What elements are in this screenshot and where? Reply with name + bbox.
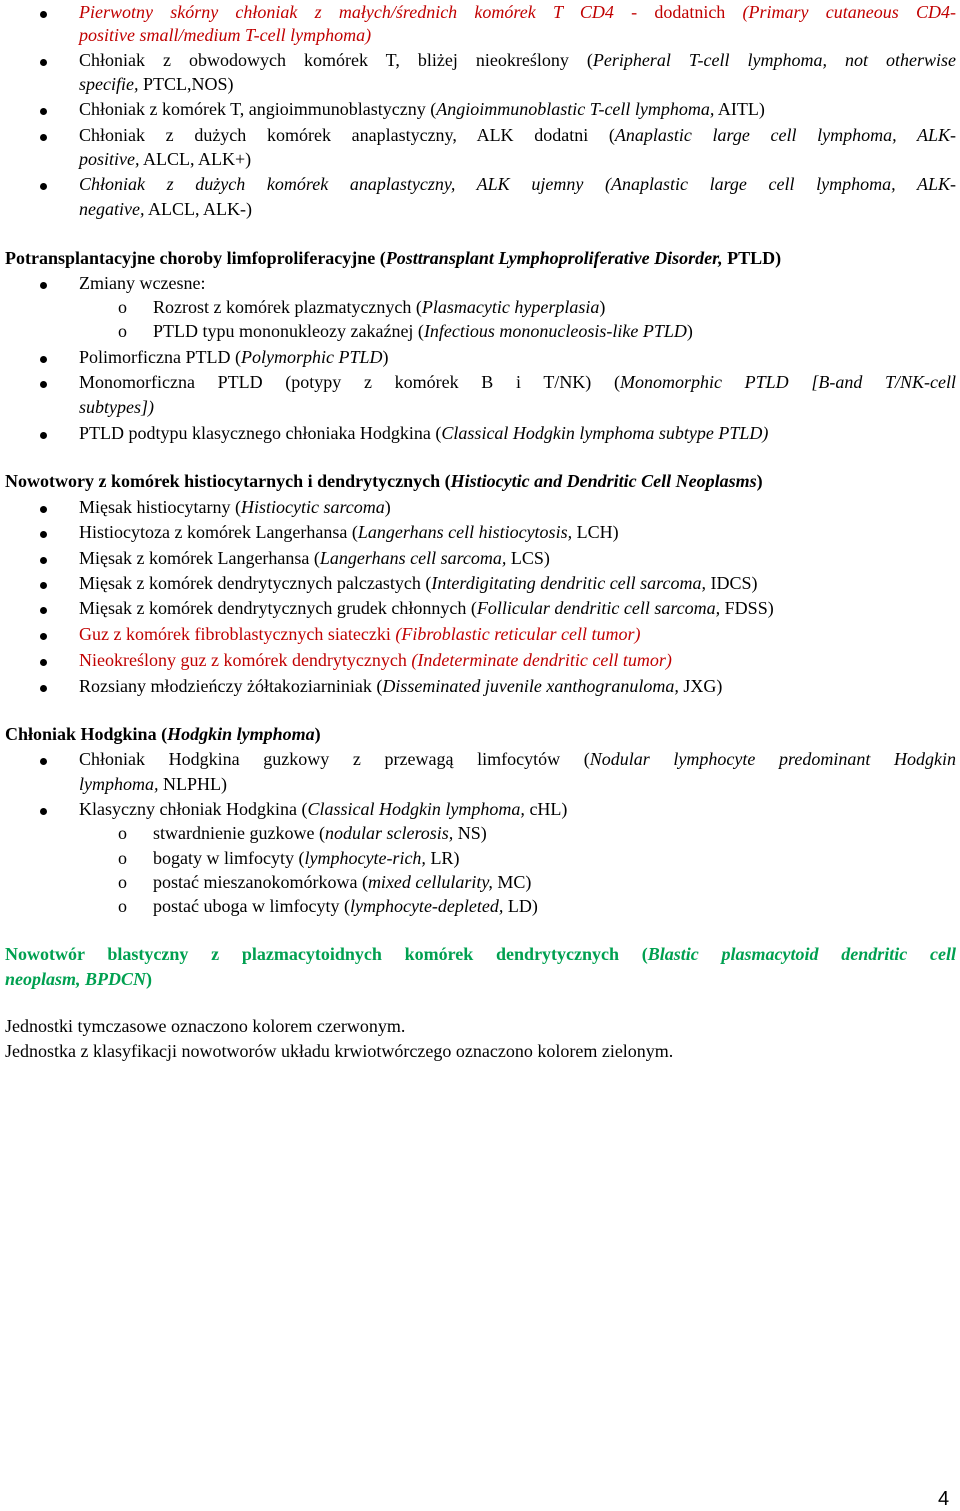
bullet-icon xyxy=(40,531,47,538)
list-item xyxy=(0,747,960,771)
heading-pl: Chłoniak Hodgkina ( xyxy=(5,724,168,744)
item-pl-text: Nieokreślony guz z komórek dendrytycznych xyxy=(79,650,412,670)
item-cont-en: lymphoma, xyxy=(79,774,159,794)
item-cont-en: specifie, xyxy=(79,74,139,94)
section-heading-cont xyxy=(0,967,960,991)
list-item-cont xyxy=(0,147,960,171)
bullet-icon xyxy=(40,356,47,363)
bullet-icon xyxy=(40,633,47,640)
sub-list-item xyxy=(0,870,960,894)
heading-en: Blastic plasmacytoid dendritic cell xyxy=(647,944,957,964)
list-item xyxy=(0,520,960,544)
item-tail-text: AITL) xyxy=(714,99,765,119)
item-pl-text: Guz z komórek fibroblastycznych siateczki xyxy=(79,624,396,644)
item-tail-text: IDCS) xyxy=(706,573,758,593)
item-en-text: Interdigitating dendritic cell sarcoma, xyxy=(431,573,706,593)
list-item xyxy=(0,674,960,698)
item-en-text: (Fibroblastic reticular cell tumor) xyxy=(395,624,641,644)
heading-pl: Nowotwory z komórek histiocytarnych i dendrytycznych ( xyxy=(5,471,451,491)
circle-bullet-icon: o xyxy=(118,896,127,916)
bullet-icon xyxy=(40,134,47,141)
note-text: Jednostki tymczasowe oznaczono kolorem czerwonym. xyxy=(5,1016,406,1036)
item-pl-text: Pierwotny skórny chłoniak z małych/średnich komórek T CD4 xyxy=(79,2,614,22)
item-en-text: mixed cellularity, xyxy=(367,872,493,892)
item-pl-text: Zmiany wczesne: xyxy=(79,273,206,293)
item-en-text: Angioimmunoblastic T-cell lymphoma, xyxy=(436,99,715,119)
item-pl-text: Histiocytoza z komórek Langerhansa ( xyxy=(79,522,358,542)
list-item xyxy=(0,421,960,445)
bullet-icon xyxy=(40,685,47,692)
item-pl-text: Monomorficzna PTLD (potypy z komórek B i T/NK) ( xyxy=(79,372,620,392)
item-en-text: lymphocyte-depleted, xyxy=(349,896,504,916)
item-cont-text: positive small/medium T-cell lymphoma) xyxy=(79,25,372,45)
heading-en: Posttransplant Lymphoproliferative Disorder, xyxy=(385,248,723,268)
item-pl-text: bogaty w limfocyty ( xyxy=(153,848,305,868)
note-text: Jednostka z klasyfikacji nowotworów układu krwiotwórczego oznaczono kolorem zielonym. xyxy=(5,1041,674,1061)
item-pl-text-b: - dodatnich xyxy=(613,2,726,22)
item-pl-text: Chłoniak z komórek T, angioimmunoblastyczny ( xyxy=(79,99,437,119)
item-tail-text: FDSS) xyxy=(720,598,774,618)
item-cont-en: positive, xyxy=(79,149,140,169)
item-pl-text: PTLD typu mononukleozy zakaźnej ( xyxy=(153,321,424,341)
heading-cont-en: neoplasm, BPDCN xyxy=(5,969,147,989)
list-item xyxy=(0,546,960,570)
heading-en: Histiocytic and Dendritic Cell Neoplasms xyxy=(450,471,757,491)
item-pl-text: Chłoniak z dużych komórek anaplastyczny, ALK dodatni ( xyxy=(79,125,615,145)
heading-tail: ) xyxy=(756,471,763,491)
item-pl-text: Chłoniak z obwodowych komórek T, bliżej nieokreślony ( xyxy=(79,50,593,70)
page-number: 4 xyxy=(938,1488,950,1510)
item-tail-text: LCH) xyxy=(572,522,619,542)
item-pl-text: Mięsak z komórek Langerhansa ( xyxy=(79,548,320,568)
bullet-icon xyxy=(40,11,47,18)
heading-pl: Nowotwór blastyczny z plazmacytoidnych komórek dendrytycznych ( xyxy=(5,944,648,964)
list-item xyxy=(0,123,960,147)
list-item xyxy=(0,370,960,394)
item-tail-text: cHL) xyxy=(524,799,568,819)
item-en-text: (Primary cutaneous CD4- xyxy=(725,2,956,22)
bullet-icon xyxy=(40,808,47,815)
bullet-icon xyxy=(40,607,47,614)
list-item xyxy=(0,571,960,595)
bullet-icon xyxy=(40,432,47,439)
bullet-icon xyxy=(40,506,47,513)
list-item-cont xyxy=(0,772,960,796)
item-en-text: Infectious mononucleosis-like PTLD xyxy=(423,321,687,341)
list-item xyxy=(0,648,960,672)
item-pl-text: Mięsak histiocytarny ( xyxy=(79,497,241,517)
item-tail-text: LD) xyxy=(503,896,538,916)
item-en-text: Monomorphic PTLD [B-and T/NK-cell xyxy=(619,372,956,392)
item-cont-text: ALCL, ALK+) xyxy=(139,149,252,169)
item-tail-text: ) xyxy=(599,297,606,317)
section-heading xyxy=(0,246,960,270)
item-tail-text: LR) xyxy=(425,848,460,868)
item-pl-text: stwardnienie guzkowe ( xyxy=(153,823,325,843)
heading-en: Hodgkin lymphoma xyxy=(167,724,315,744)
circle-bullet-icon: o xyxy=(118,321,127,341)
circle-bullet-icon: o xyxy=(118,872,127,892)
item-pl-text: Rozsiany młodzieńczy żółtakoziarniniak ( xyxy=(79,676,383,696)
item-en-text: Classical Hodgkin lymphoma, xyxy=(307,799,525,819)
item-en-text: (Indeterminate dendritic cell tumor) xyxy=(411,650,672,670)
item-tail-text: LCS) xyxy=(506,548,550,568)
item-en-text: Langerhans cell histiocytosis, xyxy=(357,522,573,542)
bullet-icon xyxy=(40,582,47,589)
list-item-cont xyxy=(0,395,960,419)
item-en-text: Histiocytic sarcoma xyxy=(240,497,385,517)
bullet-icon xyxy=(40,282,47,289)
item-cont-text: PTCL,NOS) xyxy=(138,74,234,94)
item-pl-text: postać mieszanokomórkowa ( xyxy=(153,872,368,892)
bullet-icon xyxy=(40,381,47,388)
item-en-text: Peripheral T-cell lymphoma, not otherwise xyxy=(592,50,956,70)
list-item xyxy=(0,797,960,821)
section-heading xyxy=(0,469,960,493)
item-en-text: nodular sclerosis, xyxy=(324,823,454,843)
circle-bullet-icon: o xyxy=(118,823,127,843)
item-pl-text: Chłoniak Hodgkina guzkowy z przewagą limfocytów ( xyxy=(79,749,590,769)
sub-list-item xyxy=(0,295,960,319)
item-en-text: lymphocyte-rich, xyxy=(304,848,426,868)
note-line xyxy=(0,1014,960,1038)
list-item xyxy=(0,97,960,121)
item-pl-text: Polimorficzna PTLD ( xyxy=(79,347,241,367)
item-tail-text: MC) xyxy=(492,872,532,892)
item-en-text: Polymorphic PTLD xyxy=(240,347,383,367)
item-en-text: Classical Hodgkin lymphoma subtype PTLD) xyxy=(441,423,769,443)
item-cont-text: ALCL, ALK-) xyxy=(144,199,252,219)
list-item xyxy=(0,172,960,196)
bullet-icon xyxy=(40,557,47,564)
item-pl-text: postać uboga w limfocyty ( xyxy=(153,896,350,916)
item-cont-text: NLPHL) xyxy=(158,774,227,794)
section-heading xyxy=(0,722,960,746)
circle-bullet-icon: o xyxy=(118,297,127,317)
bullet-icon xyxy=(40,758,47,765)
heading-tail: ) xyxy=(146,969,153,989)
list-item xyxy=(0,48,960,72)
list-item xyxy=(0,0,960,24)
bullet-icon xyxy=(40,659,47,666)
heading-tail: ) xyxy=(314,724,321,744)
item-pl-text: Mięsak z komórek dendrytycznych palczastych ( xyxy=(79,573,432,593)
bullet-icon xyxy=(40,59,47,66)
item-en-text: Disseminated juvenile xanthogranuloma, xyxy=(382,676,679,696)
sub-list-item xyxy=(0,894,960,918)
list-item xyxy=(0,345,960,369)
item-cont-en: negative, xyxy=(79,199,145,219)
item-tail-text: ) xyxy=(686,321,693,341)
circle-bullet-icon: o xyxy=(118,848,127,868)
item-tail-text: JXG) xyxy=(678,676,723,696)
item-cont-text: subtypes]) xyxy=(79,397,154,417)
bullet-icon xyxy=(40,108,47,115)
list-item xyxy=(0,495,960,519)
heading-pl: Potransplantacyjne choroby limfoproliferacyjne ( xyxy=(5,248,386,268)
list-item-cont xyxy=(0,197,960,221)
bullet-icon xyxy=(40,183,47,190)
sub-list-item xyxy=(0,319,960,343)
item-pl-text: Mięsak z komórek dendrytycznych grudek chłonnych ( xyxy=(79,598,477,618)
heading-tail: PTLD) xyxy=(722,248,782,268)
list-item-cont xyxy=(0,72,960,96)
sub-list-item xyxy=(0,821,960,845)
item-pl-text: Rozrost z komórek plazmatycznych ( xyxy=(153,297,422,317)
item-en-text: Langerhans cell sarcoma, xyxy=(319,548,507,568)
item-pl-text: Chłoniak z dużych komórek anaplastyczny, ALK ujemny (Anaplastic large cell lymphoma, ALK- xyxy=(79,174,956,194)
list-item xyxy=(0,271,960,295)
item-en-text: Nodular lymphocyte predominant Hodgkin xyxy=(589,749,956,769)
item-tail-text: ) xyxy=(382,347,389,367)
sub-list-item xyxy=(0,846,960,870)
list-item xyxy=(0,596,960,620)
section-heading xyxy=(0,942,960,966)
item-tail-text: ) xyxy=(384,497,391,517)
item-en-text: Plasmacytic hyperplasia xyxy=(421,297,600,317)
note-line xyxy=(0,1039,960,1063)
list-item-cont xyxy=(0,23,960,47)
item-pl-text: PTLD podtypu klasycznego chłoniaka Hodgkina ( xyxy=(79,423,442,443)
item-en-text: Follicular dendritic cell sarcoma, xyxy=(476,598,721,618)
item-tail-text: NS) xyxy=(453,823,487,843)
list-item xyxy=(0,622,960,646)
item-en-text: Anaplastic large cell lymphoma, ALK- xyxy=(614,125,957,145)
item-pl-text: Klasyczny chłoniak Hodgkina ( xyxy=(79,799,308,819)
